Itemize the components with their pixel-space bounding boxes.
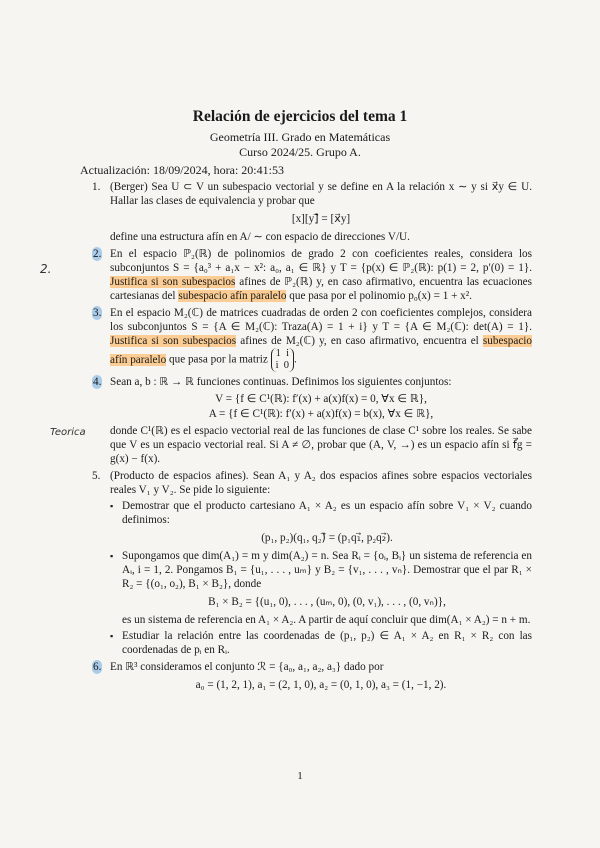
bullet-item bbox=[110, 499, 532, 545]
matrix-entry: 0 bbox=[283, 360, 290, 371]
exercise-text: afines de ℙ₂(ℝ) y, en caso afirmativo, encuentra las ecuaciones cartesianas del bbox=[110, 276, 532, 302]
exercise-text: (Berger) Sea U ⊂ V un subespacio vectorial y se define en A la relación x ∼ y si x⃗y ∈ U. Hallar las clases de equivalencia y probar que bbox=[110, 181, 532, 207]
matrix bbox=[271, 348, 294, 372]
document-header bbox=[0, 108, 600, 160]
exercise-text: que pasa por la matriz bbox=[169, 353, 268, 366]
equation: B₁ × B₂ = {(u₁, 0), . . . , (uₘ, 0), (0, v₁), . . . , (0, vₙ)}, bbox=[208, 596, 446, 608]
exercise-text: que pasa por el polinomio p₀(x) = 1 + x². bbox=[289, 290, 472, 302]
update-timestamp: Actualización: 18/09/2024, hora: 20:41:53 bbox=[80, 163, 284, 177]
exercise-text: afines de M₂(ℂ) y, en caso afirmativo, encuentra el bbox=[240, 335, 479, 347]
matrix-entry: i bbox=[286, 348, 290, 359]
exercise-number: 2. bbox=[93, 248, 102, 260]
equation: A = {f ∈ C¹(ℝ): f′(x) + a(x)f(x) = b(x), ∀x ∈ ℝ}, bbox=[208, 408, 434, 420]
exercise-number: 5. bbox=[92, 470, 101, 482]
subtitle-course: Geometría III. Grado en Matemáticas bbox=[209, 130, 391, 144]
page-title: Relación de ejercicios del tema 1 bbox=[192, 108, 408, 125]
bullet-text: Estudiar la relación entre las coordenadas de (p₁, p₂) ∈ A₁ × A₂ en R₁ × R₂ con las coordenadas de pᵢ en Rᵢ. bbox=[122, 630, 532, 656]
exercise-4 bbox=[92, 375, 532, 466]
highlight-parallel: subespacio afín paralelo bbox=[178, 290, 287, 302]
matrix-entry: 1 bbox=[275, 348, 281, 359]
equation: (p₁, p₂)(q₁, q₂)⃗ = (p₁q₁⃗, p₂q₂⃗). bbox=[261, 532, 393, 544]
exercise-text: En ℝ³ consideramos el conjunto ℛ = {a₀, a₁, a₂, a₃} dado por bbox=[110, 661, 384, 673]
matrix-entry: i bbox=[275, 360, 279, 371]
exercise-text-after: define una estructura afín en A/ ∼ con espacio de direcciones V/U. bbox=[110, 231, 410, 243]
exercise-2 bbox=[92, 247, 532, 303]
handwritten-note-teorica: Teorica bbox=[50, 427, 86, 438]
exercise-text: Sean a, b : ℝ → ℝ funciones continuas. Definimos los siguientes conjuntos: bbox=[110, 376, 452, 388]
exercise-6 bbox=[92, 660, 532, 692]
exercise-number: 4. bbox=[93, 376, 102, 388]
exercise-number: 3. bbox=[93, 307, 102, 319]
highlight-parallel: subespacio afín paralelo bbox=[110, 335, 533, 366]
exercise-number: 1. bbox=[92, 181, 101, 193]
exercise-5 bbox=[92, 469, 532, 657]
bullet-item bbox=[110, 549, 532, 627]
exercise-text: En el espacio ℙ₂(ℝ) de polinomios de grado 2 con coeficientes reales, considera los subconjuntos S = {a₀³ + a₁x − x²: a₀, a₁ ∈ ℝ} y T = {p(x) ∈ ℙ₂(ℝ): p(1) = 2, p′(0) = 1}. bbox=[110, 248, 532, 274]
exercise-text-after: donde C¹(ℝ) es el espacio vectorial real de las funciones de clase C¹ sobre los reales. Se sabe que V es un espacio vectorial real. Si A ≠ ∅, probar que (A, V, →) es un espacio afín si f⃗g = g(x) − f(x). bbox=[110, 425, 532, 465]
equation: a₀ = (1, 2, 1), a₁ = (2, 1, 0), a₂ = (0, 1, 0), a₃ = (1, −1, 2). bbox=[195, 679, 447, 691]
bullet-text: Demostrar que el producto cartesiano A₁ × A₂ es un espacio afín sobre V₁ × V₂ cuando definimos: bbox=[122, 500, 532, 526]
equation: [x][y]⃗ = [x⃗y] bbox=[291, 213, 351, 225]
bullet-text-after: es un sistema de referencia en A₁ × A₂. A partir de aquí concluir que dim(A₁ × A₂) = n + m. bbox=[122, 614, 531, 626]
highlight-justify: Justifica si son subespacios bbox=[110, 276, 236, 288]
highlight-justify: Justifica si son subespacios bbox=[110, 335, 237, 347]
equation: V = {f ∈ C¹(ℝ): f′(x) + a(x)f(x) = 0, ∀x ∈ ℝ}, bbox=[215, 393, 427, 405]
bullet-item bbox=[110, 629, 532, 657]
exercise-1 bbox=[92, 180, 532, 244]
subtitle-group: Curso 2024/25. Grupo A. bbox=[239, 145, 361, 159]
page-number: 1 bbox=[297, 770, 303, 782]
exercise-number: 6. bbox=[93, 661, 102, 673]
exercise-text: (Producto de espacios afines). Sean A₁ y A₂ dos espacios afines sobre espacios vectoriales reales V₁ y V₂. Se pide lo siguiente: bbox=[110, 470, 532, 496]
exercise-3: 3. En el espacio M₂(ℂ) de matrices cuadradas de orden 2 con coeficientes complejos, considera los subconjuntos S = {A ∈ M₂(ℂ): Traza(A) = 1 + i} y T = {A ∈ M₂(ℂ): det(A) = 1}. Justifica si son subespacios afines de M₂(ℂ) y, en caso afirmativo, encuentra el subespacio afín paralelo que pasa por la matriz 1 i i 0 . bbox=[93, 307, 533, 371]
bullet-text: Supongamos que dim(A₁) = m y dim(A₂) = n. Sea Rᵢ = {oᵢ, Bᵢ} un sistema de referencia en Aᵢ, i = 1, 2. Pongamos B₁ = {u₁, . . . , uₘ} y B₂ = {v₁, . . . , vₙ}. Demostrar que el par R₁ × R₂ = {(o₁, o₂), B₁ × B₂}, donde bbox=[122, 550, 532, 590]
handwritten-note-two: 2. bbox=[40, 262, 52, 276]
exercise-list bbox=[92, 180, 532, 696]
exercise-text: En el espacio M₂(ℂ) de matrices cuadradas de orden 2 con coeficientes complejos, considera los subconjuntos S = {A ∈ M₂(ℂ): Traza(A) = 1 + i} y T = {A ∈ M₂(ℂ): det(A) = 1}. bbox=[110, 307, 532, 333]
